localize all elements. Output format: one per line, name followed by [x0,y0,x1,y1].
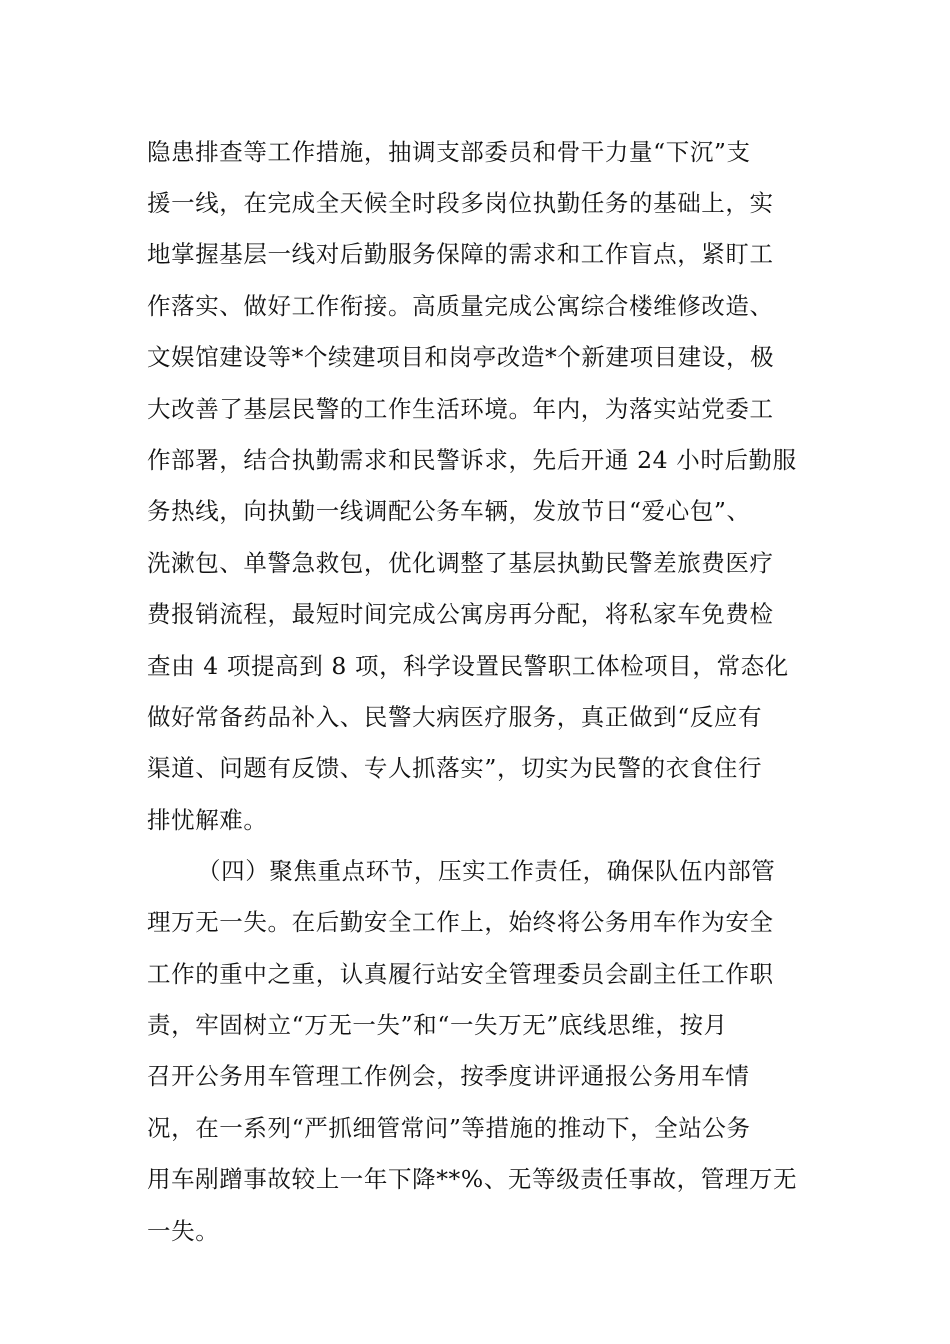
text-line: 用车剐蹭事故较上一年下降**%、无等级责任事故，管理万无 [147,1165,798,1193]
text-line: 地掌握基层一线对后勤服务保障的需求和工作盲点，紧盯工 [147,240,774,268]
text-line: 工作的重中之重，认真履行站安全管理委员会副主任工作职 [147,960,774,988]
text-line: 文娱馆建设等*个续建项目和岗亭改造*个新建项目建设，极 [147,343,775,371]
text-line: 务热线，向执勤一线调配公务车辆，发放节日“爱心包”、 [147,497,751,525]
text-line: 一失。 [147,1217,220,1245]
text-line: 大改善了基层民警的工作生活环境。年内，为落实站党委工 [147,395,774,423]
text-line: 查由 4 项提高到 8 项，科学设置民警职工体检项目，常态化 [147,652,789,680]
text-line: 渠道、问题有反馈、专人抓落实”，切实为民警的衣食住行 [147,754,763,782]
text-line: 召开公务用车管理工作例会，按季度讲评通报公务用车情 [147,1062,750,1090]
text-line: 排忧解难。 [147,806,268,834]
text-line: 援一线，在完成全天候全时段多岗位执勤任务的基础上，实 [147,189,774,217]
text-line: 洗漱包、单警急救包，优化调整了基层执勤民警差旅费医疗 [147,549,774,577]
text-line: 理万无一失。在后勤安全工作上，始终将公务用车作为安全 [147,908,774,936]
text-line: 隐患排查等工作措施，抽调支部委员和骨干力量“下沉”支 [147,138,751,166]
text-line: 责，牢固树立“万无一失”和“一失万无”底线思维，按月 [147,1011,728,1039]
text-line: 做好常备药品补入、民警大病医疗服务，真正做到“反应有 [147,703,763,731]
paragraph-heading-line: （四）聚焦重点环节，压实工作责任，确保队伍内部管 [197,857,776,885]
text-line: 费报销流程，最短时间完成公寓房再分配，将私家车免费检 [147,600,774,628]
text-line: 况，在一系列“严抓细管常问”等措施的推动下，全站公务 [147,1114,751,1142]
text-line: 作落实、做好工作衔接。高质量完成公寓综合楼维修改造、 [147,292,774,320]
text-line: 作部署，结合执勤需求和民警诉求，先后开通 24 小时后勤服 [147,446,797,474]
